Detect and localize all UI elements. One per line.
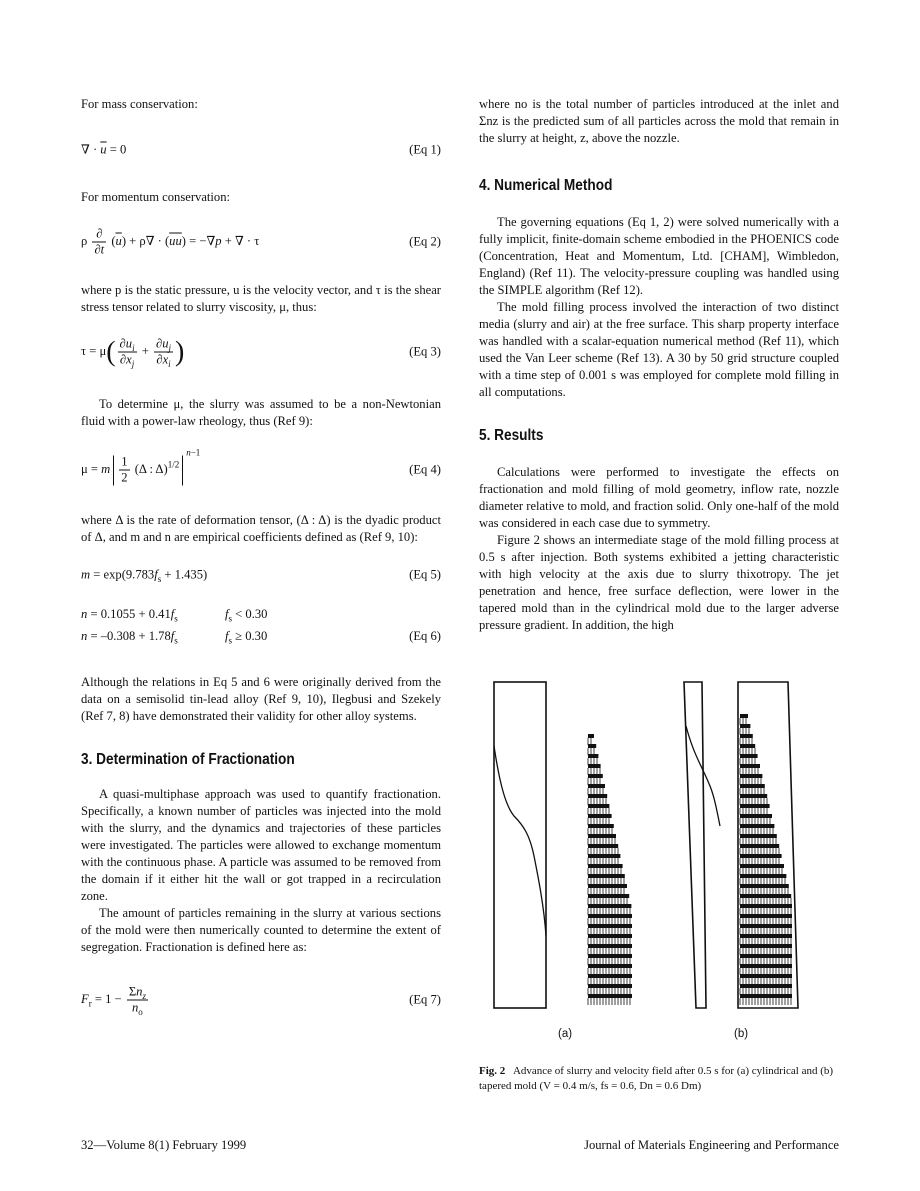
eq3-tag: (Eq 3) — [409, 344, 441, 359]
section3-paragraph-1: A quasi-multiphase approach was used to quantify fractionation. Specifically, a known number of particles was injected into the mold with the slurry, and the dynamics and trajectories of these particles were investigated. The particles were allowed to exchange momentum with the continuous phase. A particle was assumed to be removed from the domain if it either hit the wall or got trapped in a recirculation zone. — [81, 787, 441, 903]
eq7-tag: (Eq 7) — [409, 992, 441, 1007]
caption-text: Advance of slurry and velocity field after 0.5 s for (a) cylindrical and (b) tapered mold (V = 0.4 m/s, fs = 0.6, Dn = 0.6 Dm) — [479, 1065, 834, 1092]
eq2-tag: (Eq 2) — [409, 234, 441, 249]
caption-label: Fig. 2 — [479, 1065, 506, 1077]
after-eq6-text: Although the relations in Eq 5 and 6 were originally derived from the data on a semisolid tin-lead alloy (Ref 9, 10), Ilegbusi and Szekely (Ref 7, 8) have demonstrated their validity for other alloy systems. — [81, 675, 441, 723]
eq1-tag: (Eq 1) — [409, 142, 441, 157]
section4-heading: 4. Numerical Method — [479, 177, 613, 194]
eq4-tag: (Eq 4) — [409, 462, 441, 477]
eq5-tag: (Eq 5) — [409, 567, 441, 582]
cylindrical-mold-outline — [494, 682, 546, 1008]
before-eq4-text: To determine μ, the slurry was assumed to be a non-Newtonian fluid with a power-law rheology, thus (Ref 9): — [81, 397, 441, 428]
equation-1: ∇ · $\overline{u} = 0$ (Eq 1) — [81, 142, 441, 157]
cylindrical-free-surface — [494, 746, 546, 936]
footer-left: 32—Volume 8(1) February 1999 — [81, 1138, 247, 1152]
after-eq2-text: where p is the static pressure, u is the velocity vector, and τ is the shear stress tensor related to slurry viscosity, μ, thus: — [81, 283, 441, 314]
equation-4: μ = m $\frac{1}{2}$ (Δ : Δ)$^{1/2n-1}$ (Eq 4) — [81, 447, 441, 485]
footer-right: Journal of Materials Engineering and Performance — [584, 1138, 839, 1152]
momentum-intro: For momentum conservation: — [81, 190, 231, 204]
left-column — [81, 96, 441, 1024]
section3-heading: 3. Determination of Fractionation — [81, 751, 295, 768]
figure-2 — [488, 676, 828, 1040]
figure-2-caption — [479, 1064, 839, 1094]
equation-2: ρ $\frac{\partial}{\partial t}$ $(\overline{u}) + \rho\nabla \cdot (\overline{uu}) = -\nabla p$ + ∇ · τ (Eq 2) — [81, 226, 441, 257]
section5-paragraph-1: Calculations were performed to investigate the effects on fractionation and mold filling of mold geometry, inflow rate, nozzle diameter relative to mold, and fraction solid. Only one-half of the mold was considered in each case due to symmetry. — [479, 465, 839, 530]
cylindrical-velocity-field — [588, 736, 632, 1005]
equation-6: $n = 0.1055 + 0.41f_s$ $f_s < 0.30$ $n = -0.308 + 1.78f_s$ $f_s \ge 0.30$ (Eq 6) — [81, 607, 441, 646]
mass-intro: For mass conservation: — [81, 97, 198, 111]
figure-label-a: (a) — [558, 1028, 573, 1040]
figure-label-b: (b) — [734, 1028, 749, 1040]
after-eq4-text: where Δ is the rate of deformation tensor, (Δ : Δ) is the dyadic product of Δ, and m and n are empirical coefficients defined as (Ref 9, 10): — [81, 513, 441, 544]
equation-3: τ = μ( $\frac{\partial u_i}{\partial x_j}$ + $\frac{\partial u_j}{\partial x_i}$ ) (Eq 3) — [81, 336, 441, 370]
section4-paragraph-2: The mold filling process involved the interaction of two distinct media (slurry and air) at the free surface. This sharp property interface was handled with a scalar-equation numerical method (Ref 11), which used the Van Leer scheme (Ref 13). A 30 by 50 grid structure coupled with a time step of 0.001 s was employed for complete mold filling in all computations. — [479, 300, 839, 399]
mold-filling-figure — [488, 676, 828, 1036]
right-top-paragraph: where no is the total number of particles introduced at the inlet and Σnz is the predicted sum of all particles across the mold that remain in the slurry at height, z, above the nozzle. — [479, 97, 839, 145]
right-column — [479, 96, 839, 634]
equation-7: $F_r = 1$ − $\frac{\Sigma n_z}{n_o}$ (Eq 7) — [81, 984, 441, 1018]
section3-paragraph-2: The amount of particles remaining in the slurry at various sections of the mold were then numerically counted to determine the extent of segregation. Fractionation is defined here as: — [81, 906, 441, 954]
section5-paragraph-2: Figure 2 shows an intermediate stage of the mold filling process at 0.5 s after injection. Both systems exhibited a jetting characteristic with high velocity at the axis due to slurry thixotropy. The jet penetration and hence, free surface deflection, were lower in the tapered mold than in the cylindrical mold due to the larger adverse pressure gradient. In addition, the high — [479, 533, 839, 632]
section4-paragraph-1: The governing equations (Eq 1, 2) were solved numerically with a fully implicit, finite-domain scheme embodied in the PHOENICS code (Concentration, Heat and Momentum, Ltd. [CHAM], Wimbledon, England) (Ref 11). The velocity-pressure coupling was handled using the SIMPLE algorithm (Ref 12). — [479, 215, 839, 297]
eq6-tag: (Eq 6) — [409, 629, 441, 643]
equation-5: $m = \exp(9.783f_s + 1.435)$ (Eq 5) — [81, 567, 441, 585]
tapered-velocity-field — [740, 716, 792, 1005]
section5-heading: 5. Results — [479, 427, 544, 444]
